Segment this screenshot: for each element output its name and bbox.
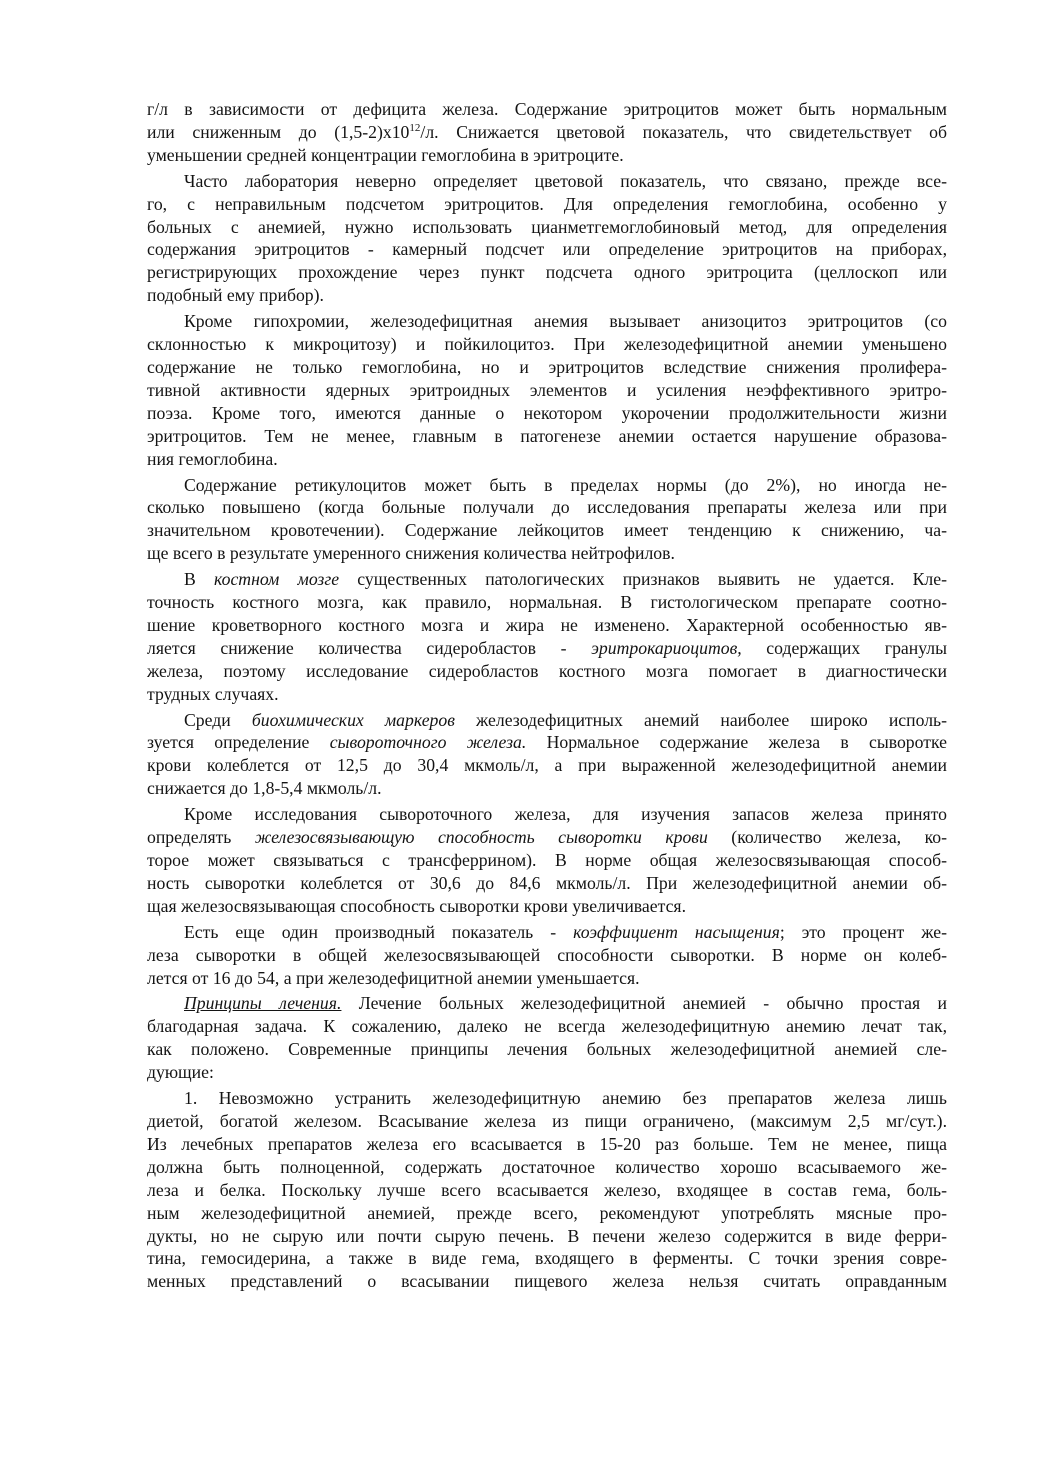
text-line xyxy=(147,921,947,944)
emphasis-text: костном мозге xyxy=(214,569,340,590)
text-run: сколько повышено (когда больные получали до исследования препараты железа или при xyxy=(147,497,947,518)
text-line xyxy=(147,1202,947,1225)
emphasis-text: биохимических маркеров xyxy=(251,709,455,730)
text-run: Нормальное содержание железа в сыворотке xyxy=(526,732,947,753)
text-line xyxy=(147,660,947,683)
text-run: больных с анемией, нужно использовать цианметгемоглобиновый метод, для определения xyxy=(147,216,947,237)
text-run: склонностью к микроцитозу) и пойкилоцитоз. При железодефицитной анемии уменьшено xyxy=(147,334,947,355)
document-body xyxy=(147,98,947,1293)
text-run: ность сыворотки колеблется от 30,6 до 84,6 мкмоль/л. При железодефицитной анемии об- xyxy=(147,872,947,893)
text-run: /л. Снижается цветовой показатель, что свидетельствует об xyxy=(420,121,947,142)
text-line xyxy=(147,193,947,216)
text-line xyxy=(147,683,947,706)
text-line xyxy=(147,1110,947,1133)
text-run: трудных случаях. xyxy=(147,683,279,704)
text-run: ; это процент же- xyxy=(779,921,947,942)
text-line xyxy=(147,1179,947,1202)
text-line xyxy=(147,1087,947,1110)
text-run: железа, поэтому исследование сидеробластов костного мозга помогает в диагностически xyxy=(147,660,947,681)
text-run: как положено. Современные принципы лечения больных железодефицитной анемией сле- xyxy=(147,1039,947,1060)
text-run: дующие: xyxy=(147,1062,214,1083)
text-line xyxy=(147,637,947,660)
text-line xyxy=(147,474,947,497)
text-line xyxy=(147,1061,947,1084)
text-run: содержащих гранулы xyxy=(741,637,948,658)
text-line xyxy=(147,967,947,990)
text-line xyxy=(147,356,947,379)
text-line xyxy=(147,542,947,565)
text-run: благодарная задача. К сожалению, далеко не всегда железодефицитную анемию лечат так, xyxy=(147,1016,947,1037)
text-line xyxy=(147,216,947,239)
text-run: регистрирующих прохождение через пункт подсчета одного эритроцита (целлоскоп или xyxy=(147,262,947,283)
emphasis-text: сывороточного железа. xyxy=(329,732,527,753)
superscript: 12 xyxy=(409,121,421,134)
emphasis-text: железосвязывающую способность сыворотки крови xyxy=(254,827,708,848)
text-line xyxy=(147,1270,947,1293)
emphasis-text: Принципы лечения. xyxy=(184,993,342,1014)
text-run: Есть еще один производный показатель - xyxy=(184,921,574,942)
text-run: ще всего в результате умеренного снижения количества нейтрофилов. xyxy=(147,543,675,564)
text-line xyxy=(147,402,947,425)
text-run: Среди xyxy=(184,709,252,730)
text-line xyxy=(147,1156,947,1179)
text-line xyxy=(147,144,947,167)
text-line xyxy=(147,98,947,121)
text-line xyxy=(147,1133,947,1156)
text-line xyxy=(147,170,947,193)
text-run: г/л в зависимости от дефицита железа. Содержание эритроцитов может быть нормальным xyxy=(147,99,947,119)
text-run: ляется снижение количества сидеробластов - xyxy=(147,637,592,658)
text-line xyxy=(147,310,947,333)
text-run: лется от 16 до 54, а при железодефицитной анемии уменьшается. xyxy=(147,967,640,988)
text-run: значительном кровотечении). Содержание лейкоцитов имеет тенденцию к снижению, ча- xyxy=(147,520,947,541)
text-run: крови колеблется от 12,5 до 30,4 мкмоль/л, а при выраженной железодефицитной анемии xyxy=(147,755,947,776)
text-line xyxy=(147,777,947,800)
text-run: дукты, но не сырую или почти сырую печень. В печени железо содержится в виде ферри- xyxy=(147,1225,947,1246)
text-line xyxy=(147,731,947,754)
text-run: го, с неправильным подсчетом эритроцитов. Для определения гемоглобина, особенно у xyxy=(147,193,947,214)
text-line xyxy=(147,496,947,519)
text-line xyxy=(147,826,947,849)
emphasis-text: эритрокариоцитов, xyxy=(591,637,742,658)
text-run: менных представлений о всасывании пищевого железа нельзя считать оправданным xyxy=(147,1271,947,1292)
text-line xyxy=(147,754,947,777)
text-line xyxy=(147,992,947,1015)
text-line xyxy=(147,519,947,542)
text-run: 1. Невозможно устранить железодефицитную анемию без препаратов железа лишь xyxy=(184,1088,947,1109)
text-run: диетой, богатой железом. Всасывание железа из пищи ограничено, (максимум 2,5 мг/сут.). xyxy=(147,1110,947,1131)
text-run: торое может связываться с трансферрином). В норме общая железосвязывающая способ- xyxy=(147,850,947,870)
text-run: подобный ему прибор). xyxy=(147,285,324,306)
text-run: Кроме гипохромии, железодефицитная анемия вызывает анизоцитоз эритроцитов (со xyxy=(184,311,947,332)
emphasis-text: коэффициент насыщения xyxy=(573,921,780,942)
text-run: В xyxy=(184,569,215,590)
text-run: леза сыворотки в общей железосвязывающей способности сыворотки. В норме он колеб- xyxy=(147,944,947,965)
text-run: точность костного мозга, как правило, нормальная. В гистологическом препарате соотно- xyxy=(147,592,947,613)
text-run: ния гемоглобина. xyxy=(147,448,278,469)
text-line xyxy=(147,284,947,307)
text-run: содержание не только гемоглобина, но и эритроцитов вследствие снижения пролифера- xyxy=(147,356,947,377)
text-run: эритроцитов. Тем не менее, главным в патогенезе анемии остается нарушение образова- xyxy=(147,425,947,446)
text-line xyxy=(147,238,947,261)
text-line xyxy=(147,591,947,614)
text-run: Кроме исследования сывороточного железа, для изучения запасов железа принято xyxy=(184,804,947,825)
text-run: Содержание ретикулоцитов может быть в пределах нормы (до 2%), но иногда не- xyxy=(184,474,947,495)
text-run: тивной активности ядерных эритроидных элементов и усиления неэффективного эритро- xyxy=(147,379,947,400)
text-line xyxy=(147,448,947,471)
text-line xyxy=(147,379,947,402)
text-run: ным железодефицитной анемией, прежде всего, рекомендуют употреблять мясные про- xyxy=(147,1202,947,1223)
text-run: определять xyxy=(147,827,255,848)
text-line xyxy=(147,261,947,284)
text-run: щая железосвязывающая способность сыворотки крови увеличивается. xyxy=(147,895,686,916)
text-line xyxy=(147,614,947,637)
text-line xyxy=(147,895,947,918)
text-line xyxy=(147,872,947,895)
text-run: Лечение больных железодефицитной анемией - обычно простая и xyxy=(341,993,947,1014)
text-run: Часто лаборатория неверно определяет цветовой показатель, что связано, прежде все- xyxy=(184,170,947,191)
text-run: существенных патологических признаков выявить не удается. Кле- xyxy=(339,569,947,590)
text-run: зуется определение xyxy=(147,732,330,753)
text-run: уменьшении средней концентрации гемоглобина в эритроците. xyxy=(147,144,624,165)
text-run: шение кроветворного костного мозга и жира не изменено. Характерной особенностью яв- xyxy=(147,614,947,635)
text-run: снижается до 1,8-5,4 мкмоль/л. xyxy=(147,778,382,799)
text-run: должна быть полноценной, содержать достаточное количество хорошо всасываемого же- xyxy=(147,1156,947,1177)
text-line xyxy=(147,333,947,356)
text-run: Из лечебных препаратов железа его всасывается в 15-20 раз больше. Тем не менее, пища xyxy=(147,1133,947,1154)
text-line xyxy=(147,121,947,144)
text-line xyxy=(147,944,947,967)
text-line xyxy=(147,1247,947,1270)
text-run: или сниженным до (1,5-2)х10 xyxy=(147,121,410,142)
text-line xyxy=(147,568,947,591)
text-line xyxy=(147,803,947,826)
text-line xyxy=(147,709,947,732)
text-line xyxy=(147,1015,947,1038)
text-line xyxy=(147,1038,947,1061)
text-line xyxy=(147,849,947,872)
text-run: поэза. Кроме того, имеются данные о некотором укорочении продолжительности жизни xyxy=(147,402,947,423)
text-run: (количество железа, ко- xyxy=(707,827,947,848)
text-run: леза и белка. Поскольку лучше всего всасывается железо, входящее в состав гема, боль- xyxy=(147,1179,947,1200)
text-line xyxy=(147,1225,947,1248)
text-line xyxy=(147,425,947,448)
text-run: железодефицитных анемий наиболее широко исполь- xyxy=(454,709,947,730)
text-run: тина, гемосидерина, а также в виде гема, входящего в ферменты. С точки зрения совре- xyxy=(147,1248,947,1269)
text-run: содержания эритроцитов - камерный подсчет или определение эритроцитов на приборах, xyxy=(147,239,947,260)
